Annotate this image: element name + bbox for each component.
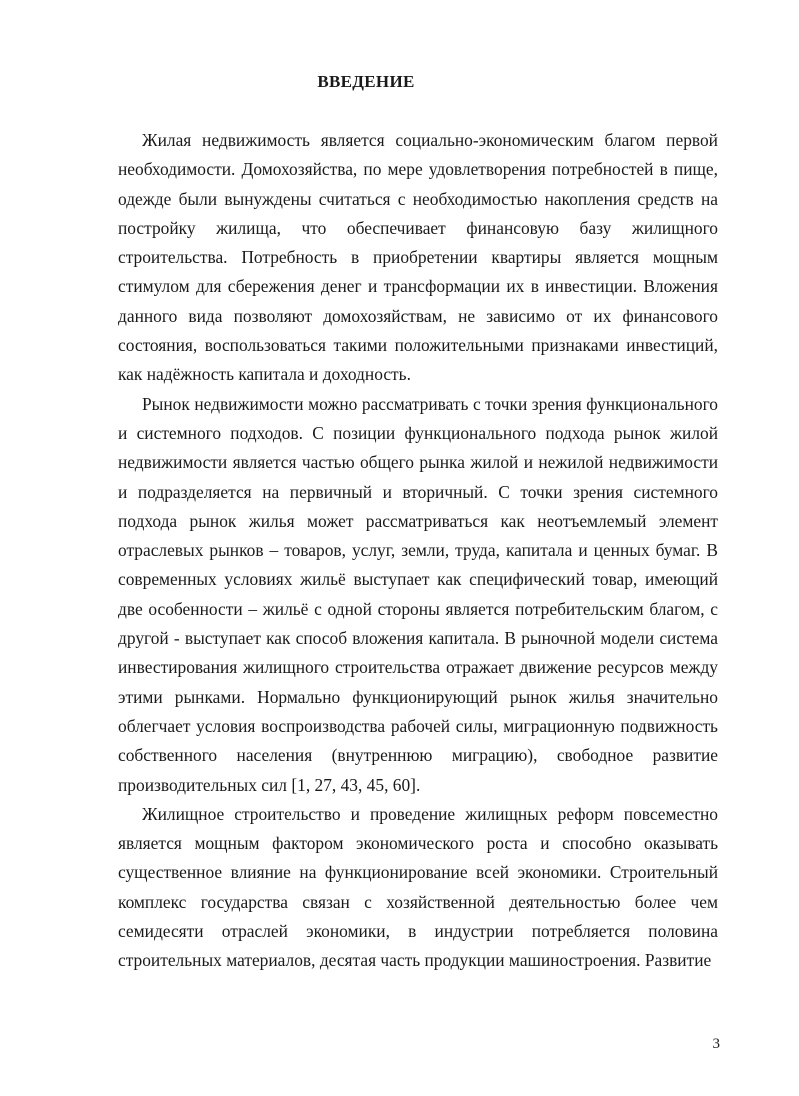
paragraph-2: Рынок недвижимости можно рассматривать с точки зрения функционального и системного подходов. С позиции функционального подхода рынок жилой недвижимости является частью общего рынка жилой и нежилой недвижимости и подразделяется на первичный и вторичный. С точки зрения системного подхода рынок жилья может рассматриваться как неотъемлемый элемент отраслевых рынков – товаров, услуг, земли, труда, капитала и ценных бумаг. В современных условиях жильё выступает как специфический товар, имеющий две особенности – жильё с одной стороны является потребительским благом, с другой - выступает как способ вложения капитала. В рыночной модели система инвестирования жилищного строительства отражает движение ресурсов между этими рынками. Нормально функционирующий рынок жилья значительно облегчает условия воспроизводства рабочей силы, миграционную подвижность собственного населения (внутреннюю миграцию), свободное развитие производительных сил [1, 27, 43, 45, 60]. [118,393,718,795]
paragraph-3: Жилищное строительство и проведение жилищных реформ повсеместно является мощным фактором экономического роста и способно оказывать существенное влияние на функционирование всей экономики. Строительный комплекс государства связан с хозяйственной деятельностью более чем семидесяти отраслей экономики, в индустрии потребляется половина строительных материалов, десятая часть продукции машиностроения. Развитие [118,803,718,971]
paragraph-1: Жилая недвижимость является социально-экономическим благом первой необходимости. Домохозяйства, по мере удовлетворения потребностей в пище, одежде были вынуждены считаться с необходимостью накопления средств на постройку жилища, что обеспечивает финансовую базу жилищного строительства. Потребность в приобретении квартиры является мощным стимулом для сбережения денег и трансформации их в инвестиции. Вложения данного вида позволяют домохозяйствам, не зависимо от их финансового состояния, воспользоваться такими положительными признаками инвестиций, как надёжность капитала и доходность. [118,130,718,385]
page-title: ВВЕДЕНИЕ [317,72,415,91]
page-number: 3 [712,1036,720,1052]
body-text [118,126,718,976]
